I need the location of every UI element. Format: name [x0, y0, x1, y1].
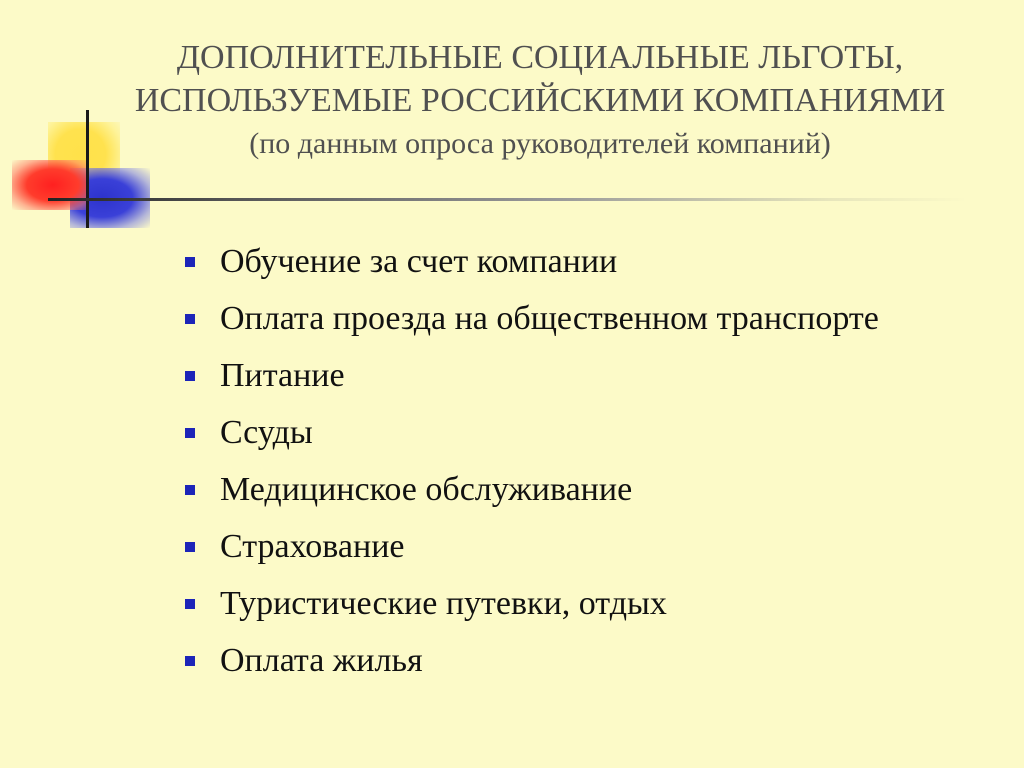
bullet-square-icon [185, 371, 195, 381]
list-item-text: Оплата жилья [220, 642, 423, 679]
list-item-text: Оплата проезда на общественном транспорте [220, 300, 879, 337]
bullet-square-icon [185, 485, 195, 495]
list-item [180, 525, 1000, 569]
slide-title [60, 36, 1020, 164]
list-item [180, 411, 1000, 455]
bullet-square-icon [185, 656, 195, 666]
list-item [180, 297, 1000, 341]
bullet-square-icon [185, 314, 195, 324]
bullet-square-icon [185, 257, 195, 267]
list-item [180, 354, 1000, 398]
bullet-square-icon [185, 542, 195, 552]
slide-subtitle: (по данным опроса руководителей компаний) [249, 127, 831, 160]
list-item-text: Питание [220, 357, 345, 394]
list-item [180, 582, 1000, 626]
bullet-square-icon [185, 599, 195, 609]
bullet-list [180, 240, 1000, 696]
list-item [180, 468, 1000, 512]
list-item [180, 240, 1000, 284]
bullet-square-icon [185, 428, 195, 438]
list-item-text: Ссуды [220, 414, 313, 451]
title-line-1: ДОПОЛНИТЕЛЬНЫЕ СОЦИАЛЬНЫЕ ЛЬГОТЫ, [176, 39, 904, 76]
list-item-text: Страхование [220, 528, 405, 565]
list-item-text: Обучение за счет компании [220, 243, 618, 280]
list-item-text: Туристические путевки, отдых [220, 585, 667, 622]
logo-red-square [12, 160, 86, 210]
list-item-text: Медицинское обслуживание [220, 471, 633, 508]
list-item [180, 639, 1000, 683]
title-underline [48, 198, 968, 201]
title-line-2: ИСПОЛЬЗУЕМЫЕ РОССИЙСКИМИ КОМПАНИЯМИ [134, 82, 946, 119]
